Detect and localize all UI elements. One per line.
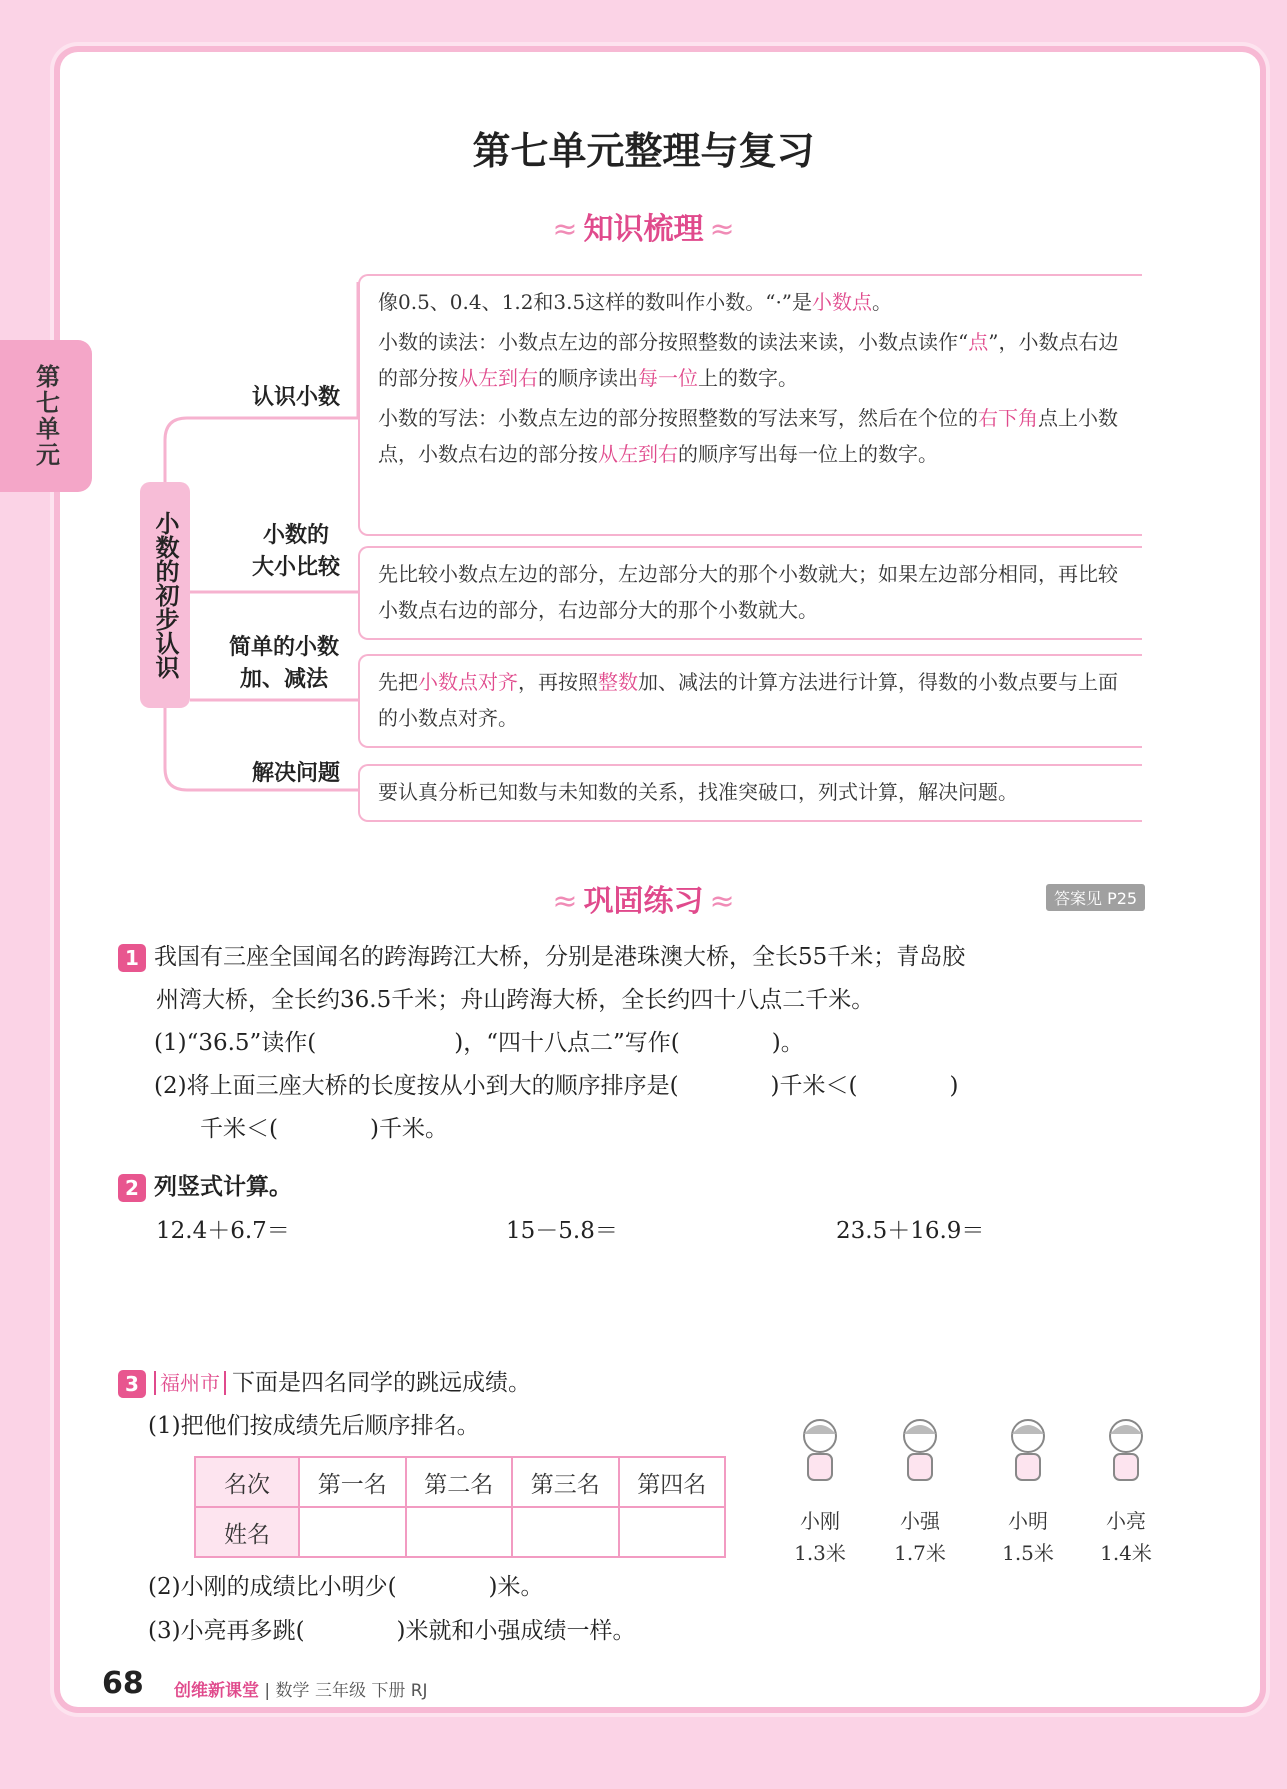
box-recognize: 像0.5、0.4、1.2和3.5这样的数叫作小数。“·”是小数点。 小数的读法：小数点左边的部分按照整数的读法来读，小数点读作“点”，小数点右边的部分按从左到右的顺序读出每一位上的数字。 小数的写法：小数点左边的部分按照整数的写法来写，然后在个位的右下角点上小数点，小数点右边的部分按从左到右的顺序写出每一位上的数字。 bbox=[358, 274, 1142, 536]
q3-sub1: (1)把他们按成绩先后顺序排名。 bbox=[148, 1413, 480, 1439]
page-number: 68 bbox=[102, 1666, 144, 1701]
child-figure-icon bbox=[1000, 1416, 1056, 1490]
rank-table: 名次 第一名 第二名 第三名 第四名 姓名 bbox=[194, 1456, 726, 1558]
wave-icon: ≈ bbox=[552, 212, 578, 247]
rank-cell-blank[interactable] bbox=[299, 1507, 406, 1557]
student-xiaoming: 小明 1.5米 bbox=[988, 1416, 1068, 1569]
branch-add-subtract: 简单的小数 加、减法 bbox=[228, 635, 339, 692]
question-number: 2 bbox=[118, 1174, 146, 1202]
region-tag: 福州市 bbox=[154, 1371, 226, 1395]
q1-sub2: (2)将上面三座大桥的长度按从小到大的顺序排序是( )千米＜( ) bbox=[154, 1073, 959, 1099]
expr-3: 23.5＋16.9＝ bbox=[836, 1218, 985, 1244]
rank-cell-blank[interactable] bbox=[619, 1507, 726, 1557]
box-compare: 先比较小数点左边的部分，左边部分大的那个小数就大；如果左边部分相同，再比较小数点右边的部分，右边部分大的那个小数就大。 bbox=[358, 546, 1142, 640]
question-2: 2 列竖式计算。 bbox=[118, 1166, 1168, 1209]
q3-sub3: (3)小亮再多跳( )米就和小强成绩一样。 bbox=[148, 1618, 636, 1644]
footer-info: 创维新课堂 | 数学 三年级 下册 RJ bbox=[174, 1681, 428, 1701]
question-number: 1 bbox=[118, 944, 146, 972]
branch-compare: 小数的 大小比较 bbox=[251, 523, 340, 580]
rank-cell-blank[interactable] bbox=[512, 1507, 619, 1557]
unit-side-tab: 第七单元 bbox=[0, 340, 92, 492]
wave-icon: ≈ bbox=[709, 212, 735, 247]
child-figure-icon bbox=[892, 1416, 948, 1490]
box-add-subtract: 先把小数点对齐，再按照整数加、减法的计算方法进行计算，得数的小数点要与上面的小数点对齐。 bbox=[358, 654, 1142, 748]
child-figure-icon bbox=[1098, 1416, 1154, 1490]
expr-2: 15－5.8＝ bbox=[506, 1218, 618, 1244]
box-solve: 要认真分析已知数与未知数的关系，找准突破口，列式计算，解决问题。 bbox=[358, 764, 1142, 822]
question-number: 3 bbox=[118, 1370, 146, 1398]
wave-icon: ≈ bbox=[552, 884, 578, 919]
wave-icon: ≈ bbox=[709, 884, 735, 919]
question-3: 3 福州市 下面是四名同学的跳远成绩。 (1)把他们按成绩先后顺序排名。 bbox=[118, 1362, 918, 1448]
section-knowledge: ≈ 知识梳理 ≈ bbox=[552, 212, 735, 247]
section-practice: ≈ 巩固练习 ≈ bbox=[552, 884, 735, 919]
child-figure-icon bbox=[792, 1416, 848, 1490]
q3-sub2: (2)小刚的成绩比小明少( )米。 bbox=[148, 1574, 544, 1600]
answer-ref-badge: 答案见 P25 bbox=[1046, 884, 1145, 911]
q1-sub1: (1)“36.5”读作( )，“四十八点二”写作( )。 bbox=[154, 1030, 804, 1056]
connector-branch-1 bbox=[165, 418, 358, 482]
student-xiaoqiang: 小强 1.7米 bbox=[880, 1416, 960, 1569]
question-1: 1 我国有三座全国闻名的跨海跨江大桥，分别是港珠澳大桥，全长55千米；青岛胶 州湾大桥，全长约36.5千米；舟山跨海大桥，全长约四十八点二千米。 (1)“36.5”读作( )，“四十八点二”写作( )。 (2)将上面三座大桥的长度按从小到大的顺序排序是( )千米＜( ) 千米＜( )千米。 bbox=[118, 936, 1168, 1151]
student-xiaogang: 小刚 1.3米 bbox=[780, 1416, 860, 1569]
student-xiaoliang: 小亮 1.4米 bbox=[1086, 1416, 1166, 1569]
branch-recognize: 认识小数 bbox=[251, 385, 340, 410]
expr-1: 12.4＋6.7＝ bbox=[156, 1218, 290, 1244]
branch-solve: 解决问题 bbox=[251, 761, 340, 786]
mindmap-root: 小数的初步认识 bbox=[140, 482, 190, 708]
rank-cell-blank[interactable] bbox=[406, 1507, 513, 1557]
page-title: 第七单元整理与复习 bbox=[472, 129, 815, 173]
